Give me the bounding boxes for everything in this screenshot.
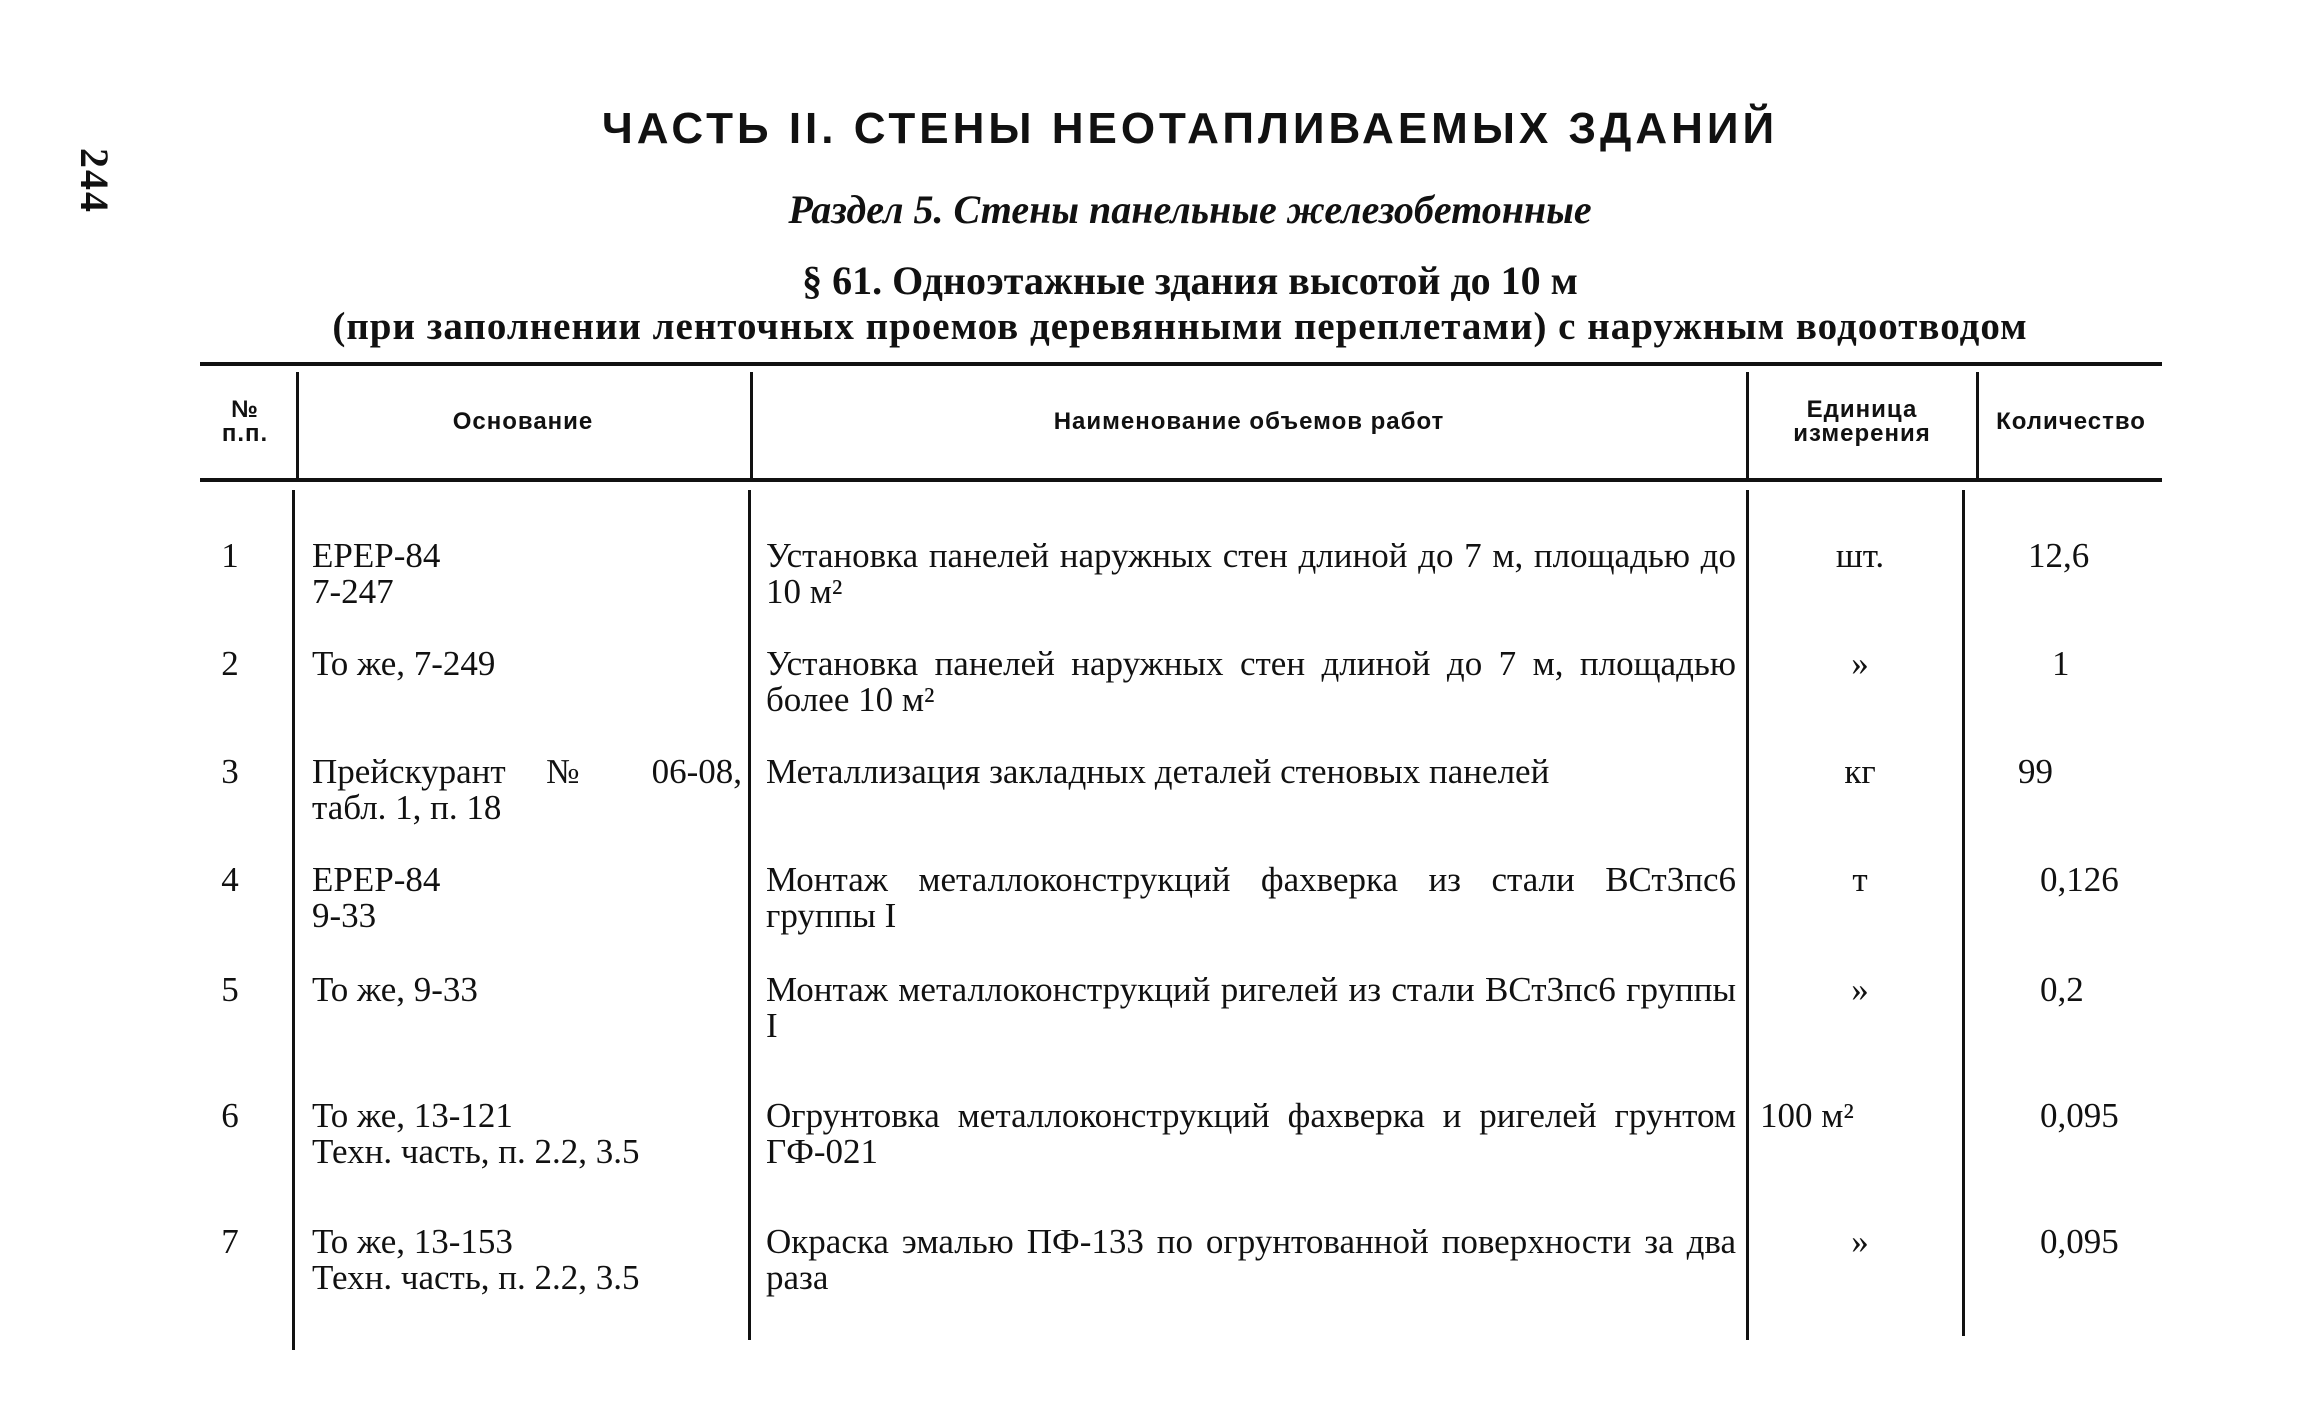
row-num: 5 xyxy=(221,970,239,1009)
row-basis: То же, 9-33 xyxy=(312,970,478,1009)
row-basis-line2: 7-247 xyxy=(312,572,394,611)
part-title: ЧАСТЬ II. СТЕНЫ НЕОТАПЛИВАЕМЫХ ЗДАНИЙ xyxy=(601,104,1779,153)
header-qty: Количество xyxy=(1996,408,2146,435)
row-basis: То же, 7-249 xyxy=(312,644,496,683)
row-qty: 12,6 xyxy=(2028,536,2090,575)
row-num: 7 xyxy=(221,1222,239,1261)
row-basis-line2: Техн. часть, п. 2.2, 3.5 xyxy=(312,1258,640,1297)
row-qty: 0,095 xyxy=(2040,1096,2119,1135)
row-unit: » xyxy=(1851,970,1869,1009)
row-unit: т xyxy=(1852,860,1868,899)
row-work: Окраска эмалью ПФ-133 по огрунтованной поверхности за два раза xyxy=(766,1222,1736,1297)
works-table xyxy=(200,362,2162,1352)
column-divider xyxy=(1962,490,1965,1336)
row-qty: 1 xyxy=(2052,644,2070,683)
row-basis: Прейскурант № 06-08, xyxy=(312,752,742,791)
row-qty: 0,2 xyxy=(2040,970,2084,1009)
row-basis-line2: 9-33 xyxy=(312,896,377,935)
paragraph-title: § 61. Одноэтажные здания высотой до 10 м xyxy=(802,258,1578,303)
row-work: Монтаж металлоконструкций фахверка из стали ВСт3пс6 группы I xyxy=(766,860,1736,935)
row-qty: 0,095 xyxy=(2040,1222,2119,1261)
column-divider xyxy=(296,372,299,478)
header-num: № п.п. xyxy=(221,396,269,447)
row-qty: 99 xyxy=(2018,752,2053,791)
row-work: Монтаж металлоконструкций ригелей из стали ВСт3пс6 группы I xyxy=(766,970,1736,1045)
row-basis: ЕРЕР-84 xyxy=(312,860,441,899)
row-qty: 0,126 xyxy=(2040,860,2119,899)
row-unit: 100 м² xyxy=(1760,1096,1854,1135)
column-divider xyxy=(748,490,751,1340)
row-num: 2 xyxy=(221,644,239,683)
column-divider xyxy=(1976,372,1979,478)
header-basis: Основание xyxy=(452,408,594,435)
row-work: Установка панелей наружных стен длиной до 7 м, площадью более 10 м² xyxy=(766,644,1736,719)
header-unit: Единица измерения xyxy=(1793,396,1931,447)
row-basis: То же, 13-121 xyxy=(312,1096,513,1135)
row-num: 3 xyxy=(221,752,239,791)
page-number: 244 xyxy=(72,148,117,214)
column-divider xyxy=(1746,490,1749,1340)
paragraph-subtitle: (при заполнении ленточных проемов деревянными переплетами) с наружным водоотводом xyxy=(332,305,2028,348)
row-num: 4 xyxy=(221,860,239,899)
column-divider xyxy=(750,372,753,478)
column-divider xyxy=(1746,372,1749,478)
column-divider xyxy=(292,490,295,1350)
table-header-rule xyxy=(200,478,2162,482)
row-basis: То же, 13-153 xyxy=(312,1222,513,1261)
row-basis: ЕРЕР-84 xyxy=(312,536,441,575)
row-basis-line2: Техн. часть, п. 2.2, 3.5 xyxy=(312,1132,640,1171)
section-title: Раздел 5. Стены панельные железобетонные xyxy=(788,187,1592,232)
row-work: Металлизация закладных деталей стеновых панелей xyxy=(766,752,1550,791)
row-num: 6 xyxy=(221,1096,239,1135)
row-work: Огрунтовка металлоконструкций фахверка и ригелей грунтом ГФ-021 xyxy=(766,1096,1736,1171)
row-unit: кг xyxy=(1844,752,1876,791)
row-work: Установка панелей наружных стен длиной до 7 м, площадью до 10 м² xyxy=(766,536,1736,611)
row-num: 1 xyxy=(221,536,239,575)
row-basis-line2: табл. 1, п. 18 xyxy=(312,788,502,827)
row-unit: » xyxy=(1851,644,1869,683)
header-work: Наименование объемов работ xyxy=(1053,408,1445,435)
row-unit: » xyxy=(1851,1222,1869,1261)
row-unit: шт. xyxy=(1835,536,1885,575)
table-top-rule xyxy=(200,362,2162,366)
